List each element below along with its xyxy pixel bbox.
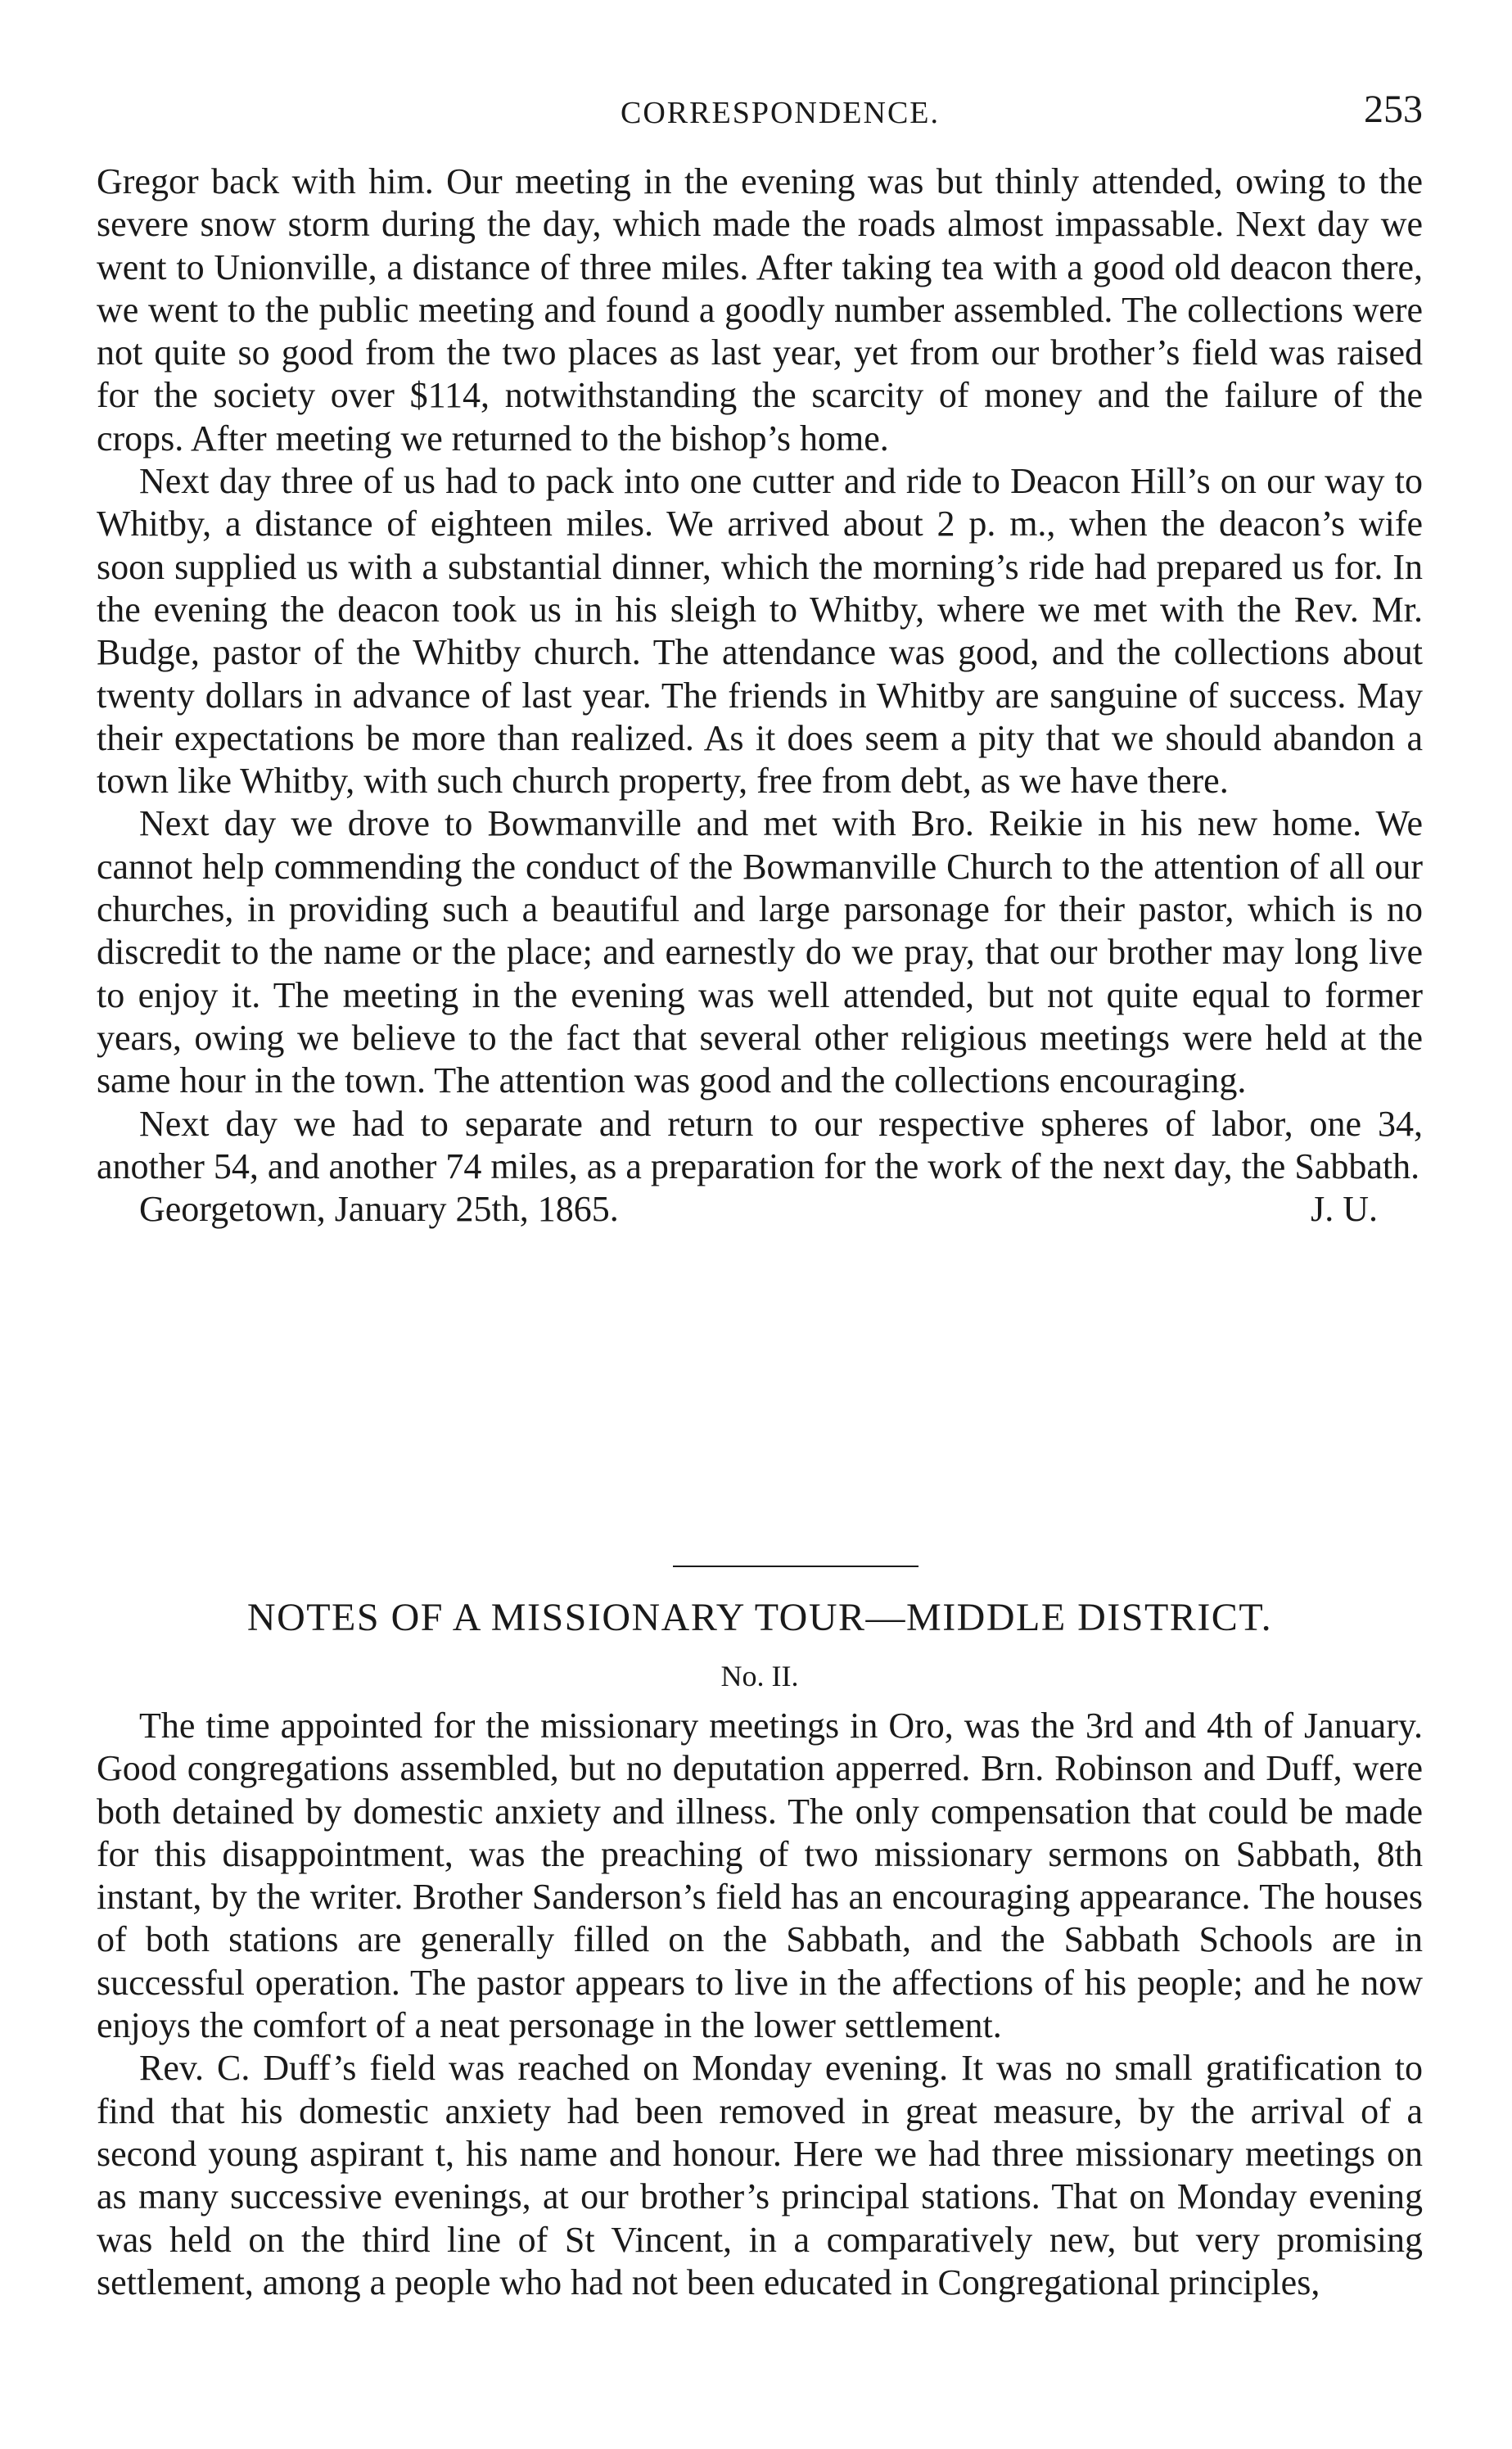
article-section	[97, 1705, 1423, 2304]
section-divider	[673, 1566, 918, 1567]
letter-paragraph: Next day we had to separate and return to our respective spheres of labor, one 34, another 54, and another 74 miles, as a preparation for the work of the next day, the Sabbath.	[97, 1103, 1423, 1186]
running-head	[138, 87, 1423, 136]
author-initials: J. U.	[1311, 1189, 1378, 1230]
place-date: Georgetown, January 25th, 1865.	[139, 1189, 619, 1230]
article-subtitle: No. II.	[720, 1660, 799, 1692]
article-paragraph: Rev. C. Duff’s field was reached on Monday evening. It was no small gratification to find that his domestic anxiety had been removed in great measure, by the arrival of a second young aspirant t, his name and honour. Here we had three missionary meetings on as many successive evenings, at our brother’s principal stations. That on Monday evening was held on the third line of St Vincent, in a comparatively new, but very promising settlement, among a people who had not been educated in Congregational principles,	[97, 2048, 1423, 2302]
letter-paragraph: Next day three of us had to pack into one cutter and ride to Deacon Hill’s on our way to Whitby, a distance of eighteen miles. We arrived about 2 p. m., when the deacon’s wife soon supplied us with a substantial dinner, which the morning’s ride had prepared us for. In the evening the deacon took us in his sleigh to Whitby, where we met with the Rev. Mr. Budge, pastor of the Whitby church. The attendance was good, and the collections about twenty dollars in advance of last year. The friends in Whitby are sanguine of success. May their expectations be more than realized. As it does seem a pity that we should abandon a town like Whitby, with such church property, free from debt, as we have there.	[97, 461, 1423, 802]
page-number: 253	[1364, 88, 1423, 131]
letter-paragraph: Next day we drove to Bowmanville and met with Bro. Reikie in his new home. We cannot help commending the conduct of the Bowmanville Church to the attention of all our churches, in providing such a beautiful and large parsonage for their pastor, which is no discredit to the name or the place; and earnestly do we pray, that our brother may long live to enjoy it. The meeting in the evening was well attended, but not quite equal to former years, owing we believe to the fact that several other religious meetings were held at the same hour in the town. The attention was good and the collections encouraging.	[97, 803, 1423, 1101]
article-title: NOTES OF A MISSIONARY TOUR—MIDDLE DISTRICT.	[246, 1596, 1273, 1639]
article-paragraph: The time appointed for the missionary meetings in Oro, was the 3rd and 4th of January. Good congregations assembled, but no deputation apperred. Brn. Robinson and Duff, were both detained by domestic anxiety and illness. The only compensation that could be made for this disappointment, was the preaching of two missionary sermons on Sabbath, 8th instant, by the writer. Brother Sanderson’s field has an encouraging appearance. The houses of both stations are generally filled on the Sabbath, and the Sabbath Schools are in successful operation. The pastor appears to live in the affections of his people; and he now enjoys the comfort of a neat personage in the lower settlement.	[97, 1706, 1423, 2046]
letter-signoff	[97, 1188, 1423, 1231]
running-title: CORRESPONDENCE.	[621, 96, 940, 130]
letter-paragraph: Gregor back with him. Our meeting in the evening was but thinly attended, owing to the severe snow storm during the day, which made the roads almost impassable. Next day we went to Unionville, a distance of three miles. After taking tea with a good old deacon there, we went to the public meeting and found a goodly number assembled. The collections were not quite so good from the two places as last year, yet from our brother’s field was raised for the society over $114, notwithstanding the scarcity of money and the failure of the crops. After meeting we returned to the bishop’s home.	[97, 161, 1423, 459]
letter-section	[97, 160, 1423, 1231]
